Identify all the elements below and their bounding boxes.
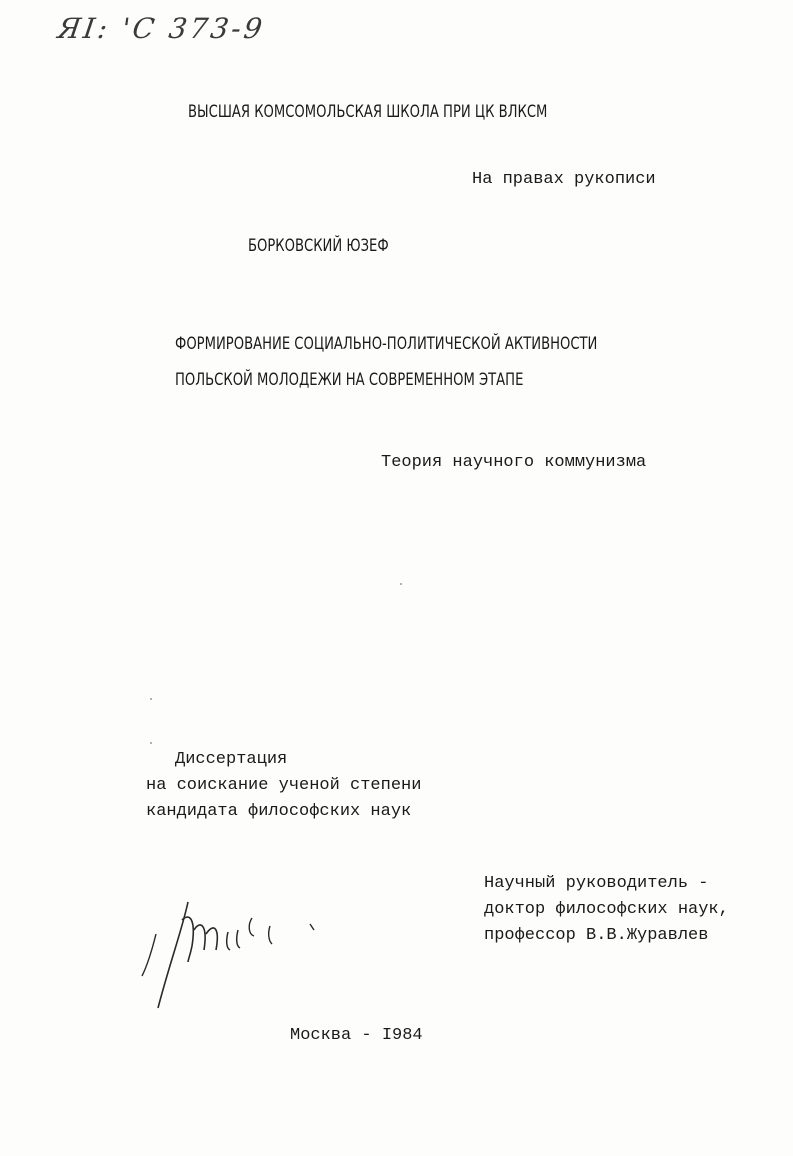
scan-speck	[400, 583, 402, 585]
scan-speck	[150, 698, 152, 700]
dissertation-title-line-2: ПОЛЬСКОЙ МОЛОДЕЖИ НА СОВРЕМЕННОМ ЭТАПЕ	[175, 370, 524, 390]
advisor-name: профессор В.В.Журавлев	[484, 926, 709, 945]
dissertation-label: Диссертация	[175, 750, 288, 769]
city-and-year: Москва - I984	[290, 1026, 423, 1045]
institution-heading: ВЫСШАЯ КОМСОМОЛЬСКАЯ ШКОЛА ПРИ ЦК ВЛКСМ	[188, 102, 548, 122]
degree-name-line: кандидата философских наук	[146, 802, 412, 821]
advisor-role: Научный руководитель -	[484, 874, 709, 893]
specialty-label: Теория научного коммунизма	[381, 453, 647, 472]
handwritten-signature	[130, 890, 330, 1020]
advisor-degree: доктор философских наук,	[484, 900, 729, 919]
archive-handwritten-note: ЯІ: 'С 373-9	[55, 12, 268, 45]
manuscript-rights-label: На правах рукописи	[472, 170, 656, 189]
degree-purpose-line: на соискание ученой степени	[146, 776, 422, 795]
dissertation-title-line-1: ФОРМИРОВАНИЕ СОЦИАЛЬНО-ПОЛИТИЧЕСКОЙ АКТИВНОСТИ	[175, 334, 598, 354]
scan-speck	[150, 742, 152, 744]
author-name: БОРКОВСКИЙ ЮЗЕФ	[248, 236, 389, 256]
